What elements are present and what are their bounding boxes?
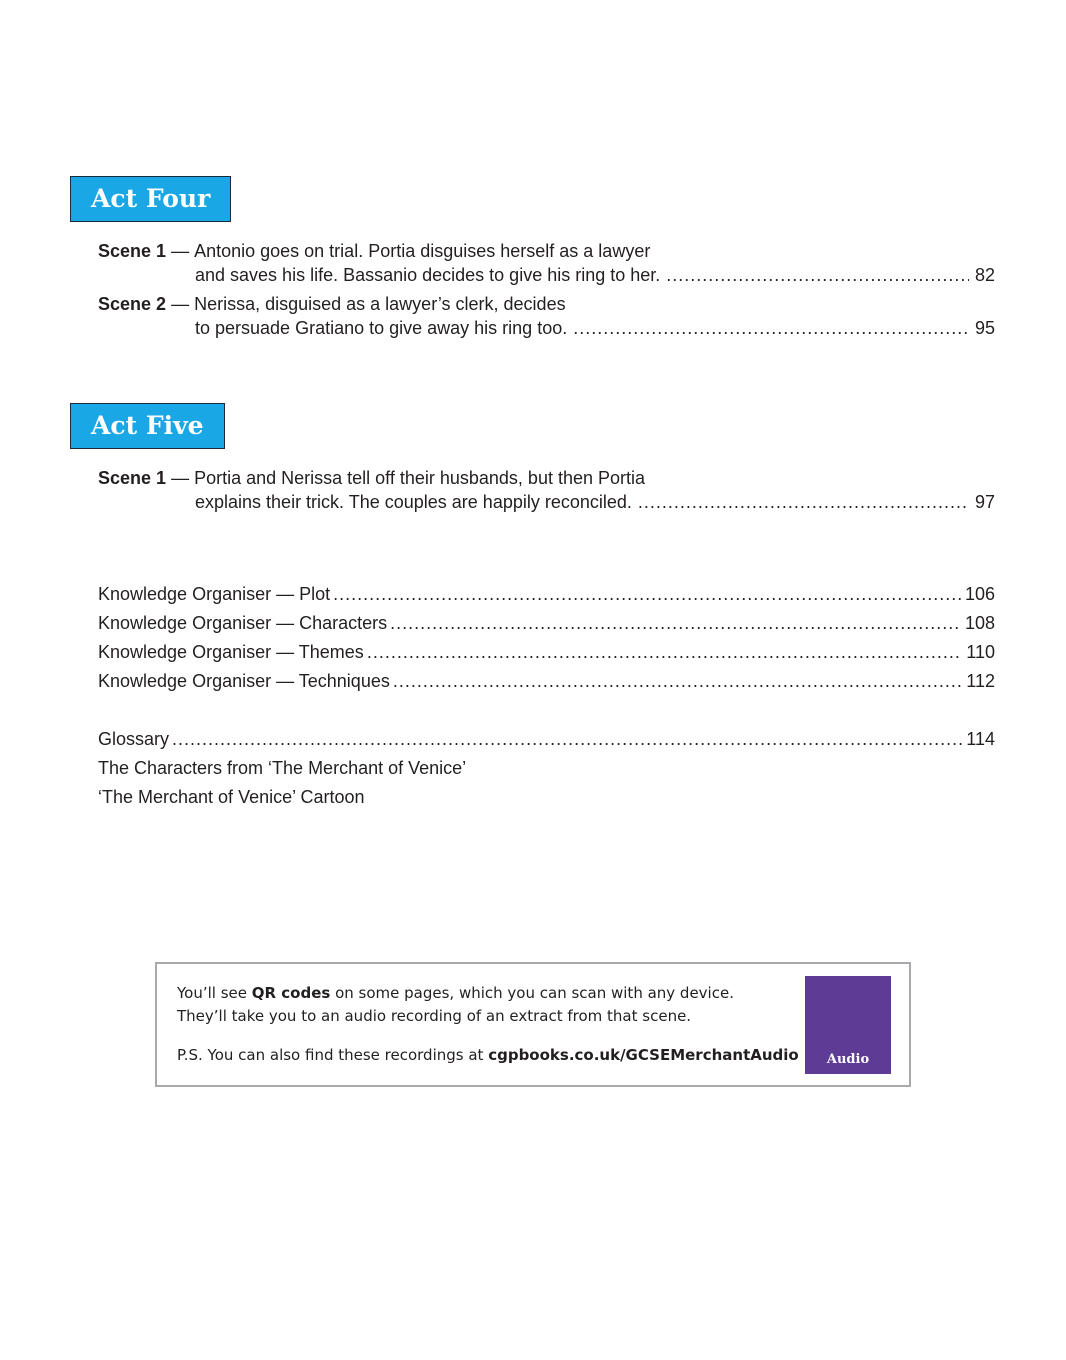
scene-separator: — — [171, 468, 190, 488]
info-line-1 — [177, 982, 799, 1005]
scene-description-line-2: explains their trick. The couples are happily reconciled. — [195, 492, 632, 512]
scene-label: Scene 2 — [98, 294, 167, 314]
act-five-heading: Act Five — [70, 403, 225, 449]
scene-description-line-1: Antonio goes on trial. Portia disguises herself as a lawyer — [194, 241, 651, 261]
page-number: 108 — [964, 613, 995, 633]
toc-entry-characters-list[interactable]: The Characters from ‘The Merchant of Venice’ — [98, 758, 467, 778]
toc-entry-title: Knowledge Organiser — Plot — [98, 584, 331, 604]
scene-description-line-1: Nerissa, disguised as a lawyer’s clerk, decides — [194, 294, 566, 314]
info-text — [177, 982, 799, 1067]
info-line-1-post: on some pages, which you can scan with any device. — [330, 984, 734, 1002]
qr-code-info-box — [155, 962, 911, 1087]
leader-dots — [638, 490, 969, 514]
page-number: 114 — [966, 729, 995, 749]
act-four-heading: Act Four — [70, 176, 231, 222]
leader-dots — [172, 727, 962, 751]
toc-entry-glossary[interactable] — [98, 727, 995, 751]
scene-separator: — — [171, 294, 190, 314]
act-five-scene-1-entry[interactable] — [98, 466, 995, 514]
leader-dots — [573, 316, 969, 340]
scene-description-line-1: Portia and Nerissa tell off their husbands, but then Portia — [194, 468, 646, 488]
leader-dots — [666, 263, 969, 287]
scene-description-line-2: and saves his life. Bassanio decides to give his ring to her. — [195, 265, 661, 285]
audio-qr-badge[interactable] — [805, 976, 891, 1074]
toc-entry-techniques[interactable] — [98, 669, 995, 693]
audio-badge-label: Audio — [826, 1052, 870, 1067]
info-line-1-pre: You’ll see — [177, 984, 252, 1002]
toc-entry-title: Knowledge Organiser — Characters — [98, 613, 388, 633]
scene-label: Scene 1 — [98, 468, 167, 488]
page-number: 82 — [974, 265, 995, 285]
audio-link[interactable]: cgpbooks.co.uk/GCSEMerchantAudio — [488, 1046, 799, 1064]
page-number: 97 — [974, 492, 995, 512]
toc-entry-title: Glossary — [98, 729, 170, 749]
scene-description-line-2: to persuade Gratiano to give away his ring too. — [195, 318, 568, 338]
info-ps-line — [177, 1044, 799, 1067]
scene-label: Scene 1 — [98, 241, 167, 261]
act-four-scene-1-entry[interactable] — [98, 239, 995, 287]
page-number: 95 — [974, 318, 995, 338]
page-number: 112 — [966, 671, 995, 691]
leader-dots — [367, 640, 962, 664]
ps-text: P.S. You can also find these recordings at — [177, 1046, 489, 1064]
toc-entry-title: Knowledge Organiser — Techniques — [98, 671, 390, 691]
page-number: 106 — [964, 584, 995, 604]
info-line-2: They’ll take you to an audio recording of an extract from that scene. — [177, 1007, 692, 1025]
toc-entry-plot[interactable] — [98, 582, 995, 606]
toc-entry-themes[interactable] — [98, 640, 995, 664]
toc-entry-cartoon[interactable]: ‘The Merchant of Venice’ Cartoon — [98, 787, 365, 807]
scene-separator: — — [171, 241, 190, 261]
leader-dots — [390, 611, 961, 635]
act-four-scene-2-entry[interactable] — [98, 292, 995, 340]
leader-dots — [333, 582, 961, 606]
leader-dots — [393, 669, 962, 693]
toc-entry-title: Knowledge Organiser — Themes — [98, 642, 364, 662]
page-number: 110 — [966, 642, 995, 662]
toc-entry-characters[interactable] — [98, 611, 995, 635]
qr-codes-label: QR codes — [251, 984, 331, 1002]
